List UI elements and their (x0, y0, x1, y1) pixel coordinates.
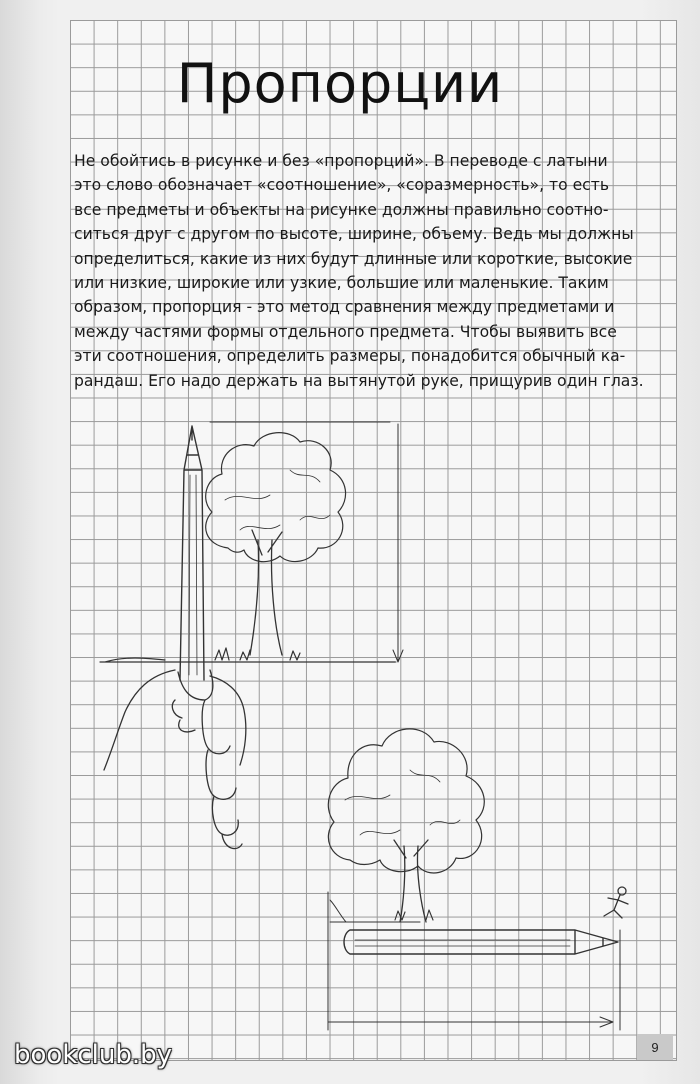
page-title: Пропорции (176, 52, 504, 115)
paragraph-line: Не обойтись в рисунке и без «пропорций». В переводе с латыни (74, 152, 608, 170)
tree-trunk (394, 840, 428, 922)
paragraph-line: образом, пропорция - это метод сравнения между предметами и (74, 298, 615, 317)
horizontal-pencil (344, 930, 618, 954)
tree-crown (328, 729, 484, 873)
ground-line (100, 648, 395, 662)
paragraph-line: или низкие, широкие или узкие, большие или маленькие. Таким (74, 274, 609, 293)
watermark-text: bookclub.by (14, 1040, 173, 1070)
vertical-pencil (180, 426, 204, 680)
paragraph-line: эти соотношения, определить размеры, понадобится обычный ка- (74, 347, 626, 366)
height-arrow (393, 424, 403, 662)
vertical-pencil-measuring-tree-sketch (100, 422, 403, 849)
paragraph-line: рандаш. Его надо держать на вытянутой руке, прищурив один глаз. (74, 371, 644, 390)
tree-trunk (250, 530, 282, 655)
hand-holding-pencil (104, 670, 246, 849)
paragraph-line: все предметы и объекты на рисунке должны правильно соотно- (74, 200, 609, 219)
tree-crown (206, 433, 346, 562)
paragraph-line: ситься друг с другом по высоте, ширине, объему. Ведь мы должны (74, 225, 634, 244)
running-figure (604, 887, 628, 918)
page-number: 9 (637, 1034, 673, 1060)
width-arrow (328, 1017, 613, 1027)
horizontal-pencil-measuring-tree-sketch (328, 729, 628, 1030)
paragraph-line: между частями формы отдельного предмета. Чтобы выявить все (74, 322, 617, 341)
paragraph-line: определиться, какие из них будут длинные или короткие, высокие (74, 249, 633, 268)
paragraph-line: это слово обозначает «соотношение», «соразмерность», то есть (74, 176, 610, 195)
